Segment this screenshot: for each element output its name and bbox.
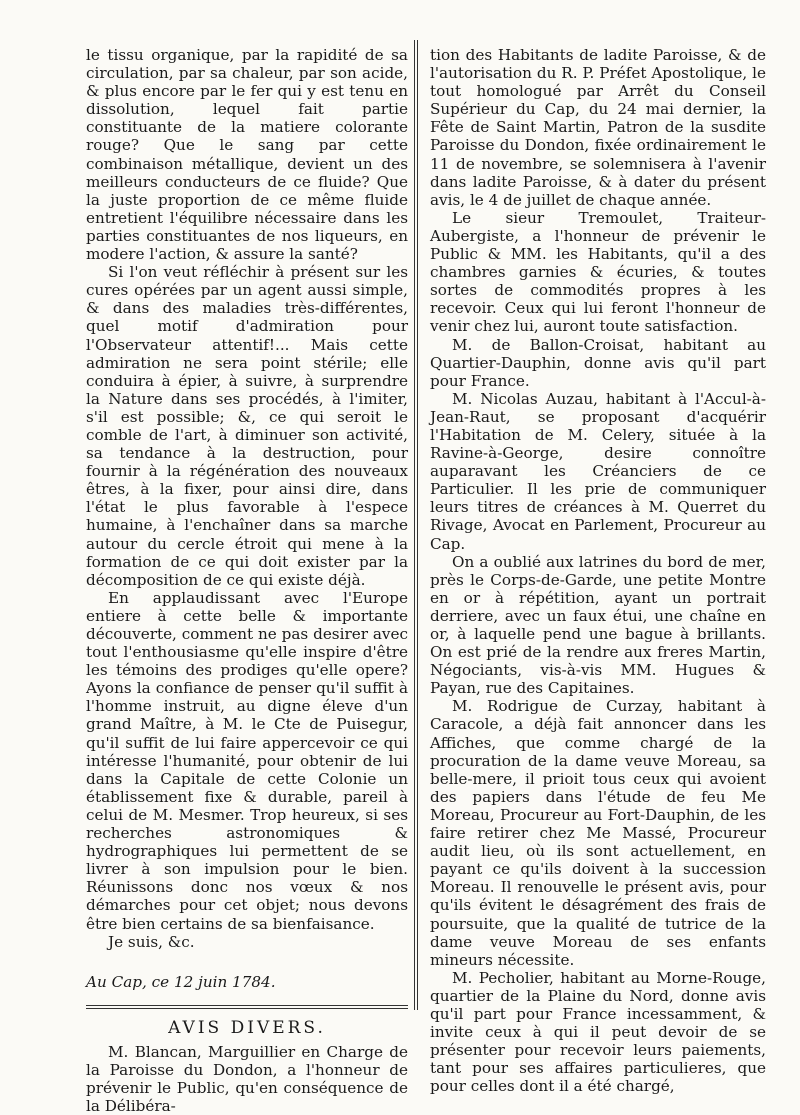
- paragraph: Si l'on veut réfléchir à présent sur les cures opérées par un agent aussi simple, & dans des maladies très-différentes, quel motif d'admiration pour l'Observateur attentif!... Mais cette admiration ne sera point stérile; elle conduira à épier, à suivre, à surprendre la Nature dans ses procédés, à l'imiter, s'il est possible; &, ce qui seroit le comble de l'art, à diminuer son activité, sa tendance à la destruction, pour fournir à la régénération des nouveaux êtres, à la fixer, pour ainsi dire, dans l'état le plus favorable à l'espece humaine, à l'enchaîner dans sa marche autour du cercle étroit qui mene à la formation de ce qui doit exister par la décomposition de ce qui existe déjà.: [86, 263, 408, 589]
- paragraph: Je suis, &c.: [108, 932, 195, 951]
- paragraph: le tissu organique, par la rapidité de sa circulation, par sa chaleur, par son acide, & plus encore par le fer qui y est tenu en dissolution, lequel fait partie constituante de la matiere colorante rouge? Que le sang par cette combinaison métallique, devient un des meilleurs conducteurs de ce fluide? Que la juste proportion de ce même fluide entretient l'équilibre nécessaire dans les parties constituantes de nos liqueurs, en modere l'action, & assure la santé?: [86, 46, 408, 264]
- paragraph: M. Rodrigue de Curzay, habitant à Caracole, a déjà fait annoncer dans les Affiches, que comme chargé de la procuration de la dame veuve Moreau, sa belle-mere, il prioit tous ceux qui avoient des papiers dans l'étude de feu Me Moreau, Procureur au Fort-Dauphin, de les faire retirer chez Me Massé, Procureur audit lieu, où ils sont actuellement, en payant ce qu'ils doivent à la succession Moreau. Il renouvelle le présent avis, pour qu'ils évitent le désagrément des frais de poursuite, que la qualité de tutrice de la dame veuve Moreau de ses enfants mineurs nécessite.: [430, 697, 766, 969]
- paragraph: tion des Habitants de ladite Paroisse, & de l'autorisation du R. P. Préfet Apostolique, le tout homologué par Arrêt du Conseil Supérieur du Cap, du 24 mai dernier, la Fête de Saint Martin, Patron de la susdite Paroisse du Dondon, fixée ordinairement le 11 de novembre, se solemnisera à l'avenir dans ladite Paroisse, & à dater du présent avis, le 4 de juillet de chaque année.: [430, 46, 766, 209]
- paragraph: Le sieur Tremoulet, Traiteur-Aubergiste, a l'honneur de prévenir le Public & MM. les Habitants, qu'il a des chambres garnies & écuries, & toutes sortes de commodités propres à les recevoir. Ceux qui lui feront l'honneur de venir chez lui, auront toute satisfaction.: [430, 208, 766, 336]
- section-divider: [86, 1005, 408, 1009]
- paragraph: On a oublié aux latrines du bord de mer, près le Corps-de-Garde, une petite Montre en or à répétition, ayant un portrait derriere, avec un faux étui, une chaîne en or, à laquelle pend une bague à brillants. On est prié de la rendre aux freres Martin, Négociants, vis-à-vis MM. Hugues & Payan, rue des Capitaines.: [430, 552, 766, 698]
- signoff: Au Cap, ce 12 juin 1784.: [86, 972, 276, 991]
- paragraph: M. de Ballon-Croisat, habitant au Quartier-Dauphin, donne avis qu'il part pour France.: [430, 335, 766, 390]
- paragraph: En applaudissant avec l'Europe entiere à cette belle & importante découverte, comment ne pas desirer avec tout l'enthousiasme qu'elle inspire d'être les témoins des prodiges qu'elle opere? Ayons la confiance de penser qu'il suffit à l'homme instruit, au digne éleve d'un grand Maître, à M. le Cte de Puisegur, qu'il suffit de lui faire appercevoir ce qui intéresse l'humanité, pour obtenir de lui dans la Capitale de cette Colonie un établissement fixe & durable, pareil à celui de M. Mesmer. Trop heureux, si ses recherches astronomiques & hydrographiques lui permettent de se livrer à son impulsion pour le bien. Réunissons donc nos vœux & nos démarches pour cet objet; nous devons être bien certains de sa bienfaisance.: [86, 588, 408, 933]
- right-column: [430, 46, 766, 1095]
- left-column: [86, 46, 408, 1115]
- section-heading: AVIS DIVERS.: [168, 1017, 326, 1038]
- column-divider: [414, 40, 418, 1010]
- paragraph: M. Blancan, Marguillier en Charge de la Paroisse du Dondon, a l'honneur de prévenir le Public, qu'en conséquence de la Délibéra-: [86, 1042, 408, 1115]
- paragraph: M. Nicolas Auzau, habitant à l'Accul-à-Jean-Raut, se proposant d'acquérir l'Habitation de M. Celery, située à la Ravine-à-George, desire connoître auparavant les Créanciers de ce Particulier. Il les prie de communiquer leurs titres de créances à M. Querret du Rivage, Avocat en Parlement, Procureur au Cap.: [430, 389, 766, 553]
- paragraph: M. Pecholier, habitant au Morne-Rouge, quartier de la Plaine du Nord, donne avis qu'il part pour France incessamment, & invite ceux à qui il peut devoir de se présenter pour recevoir leurs paiements, tant pour ses affaires particulieres, que pour celles dont il a été chargé,: [430, 968, 766, 1096]
